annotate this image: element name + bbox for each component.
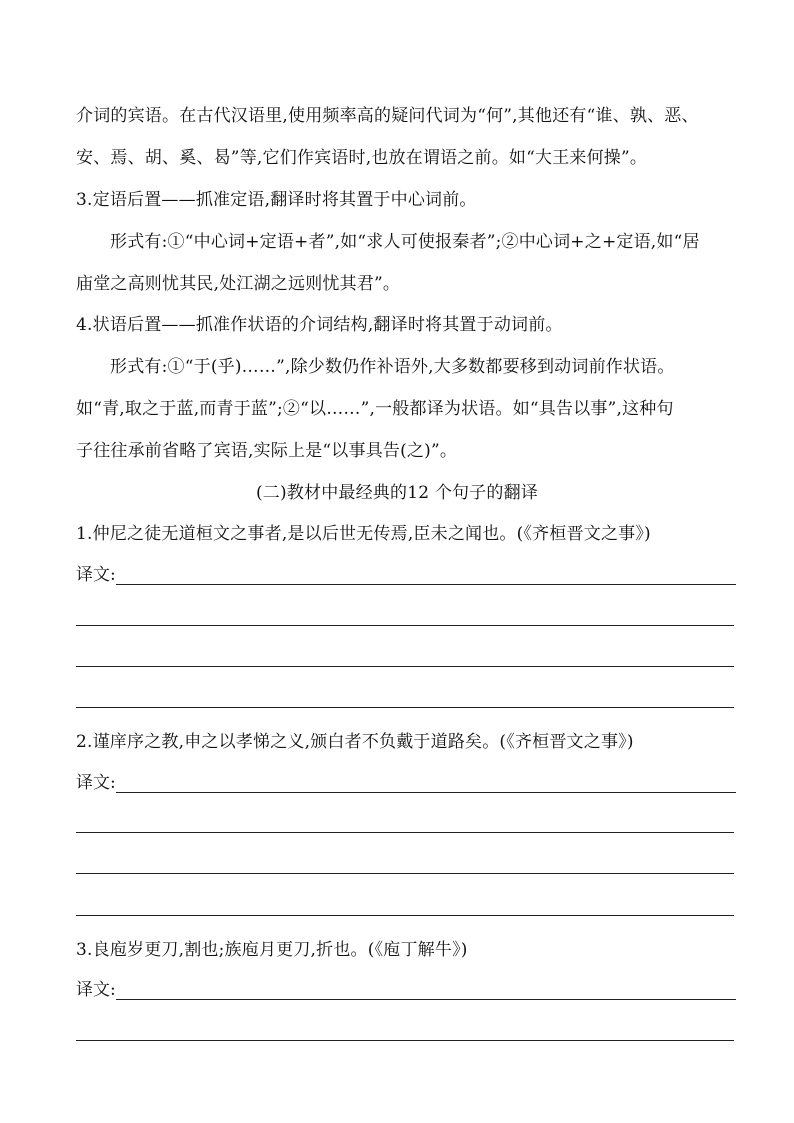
item-4-text-line: 如“青,取之于蓝,而青于蓝”;②“以……”,一般都译为状语。如“具告以事”,这种句 [76,399,674,419]
answer-line[interactable] [116,999,736,1000]
item-4-text-line: 形式有:①“于(乎)……”,除少数仍作补语外,大多数都要移到动词前作状语。 [110,357,675,377]
answer-line[interactable] [76,873,734,874]
answer-line[interactable] [76,625,734,626]
notes-paragraph-line: 安、焉、胡、奚、曷”等,它们作宾语时,也放在谓语之前。如“大王来何操”。 [76,148,648,168]
notes-paragraph-line: 介词的宾语。在古代汉语里,使用频率高的疑问代词为“何”,其他还有“谁、孰、恶、 [76,106,699,126]
item-4-text-line: 子往往承前省略了宾语,实际上是“以事具告(之)”。 [76,441,458,461]
exercise-2-answer-row[interactable] [76,771,736,795]
item-3-heading: 3.定语后置——抓准定语,翻译时将其置于中心词前。 [76,190,477,210]
answer-line[interactable] [76,915,734,916]
exercise-2-question: 2.谨庠序之教,申之以孝悌之义,颁白者不负戴于道路矣。(《齐桓晋文之事》) [76,732,634,752]
exercise-3-answer-row[interactable] [76,978,736,1002]
item-3-text-line: 形式有:①“中心词+定语+者”,如“求人可使报秦者”;②中心词+之+定语,如“居 [110,232,700,252]
item-3-text-line: 庙堂之高则忧其民,处江湖之远则忧其君”。 [76,274,401,294]
translation-label: 译文: [76,565,116,585]
exercise-1-answer-row[interactable] [76,563,736,587]
exercise-3-question: 3.良庖岁更刀,割也;族庖月更刀,折也。(《庖丁解牛》) [76,940,468,960]
answer-line[interactable] [76,1040,734,1041]
answer-line[interactable] [76,832,734,833]
exercise-1-question: 1.仲尼之徒无道桓文之事者,是以后世无传焉,臣未之闻也。(《齐桓晋文之事》) [76,524,651,544]
section-title: (二)教材中最经典的12 个句子的翻译 [255,483,539,503]
answer-line[interactable] [116,792,736,793]
answer-line[interactable] [116,584,736,585]
translation-label: 译文: [76,980,116,1000]
answer-line[interactable] [76,707,734,708]
answer-line[interactable] [76,666,734,667]
item-4-heading: 4.状语后置——抓准作状语的介词结构,翻译时将其置于动词前。 [76,315,563,335]
translation-label: 译文: [76,773,116,793]
